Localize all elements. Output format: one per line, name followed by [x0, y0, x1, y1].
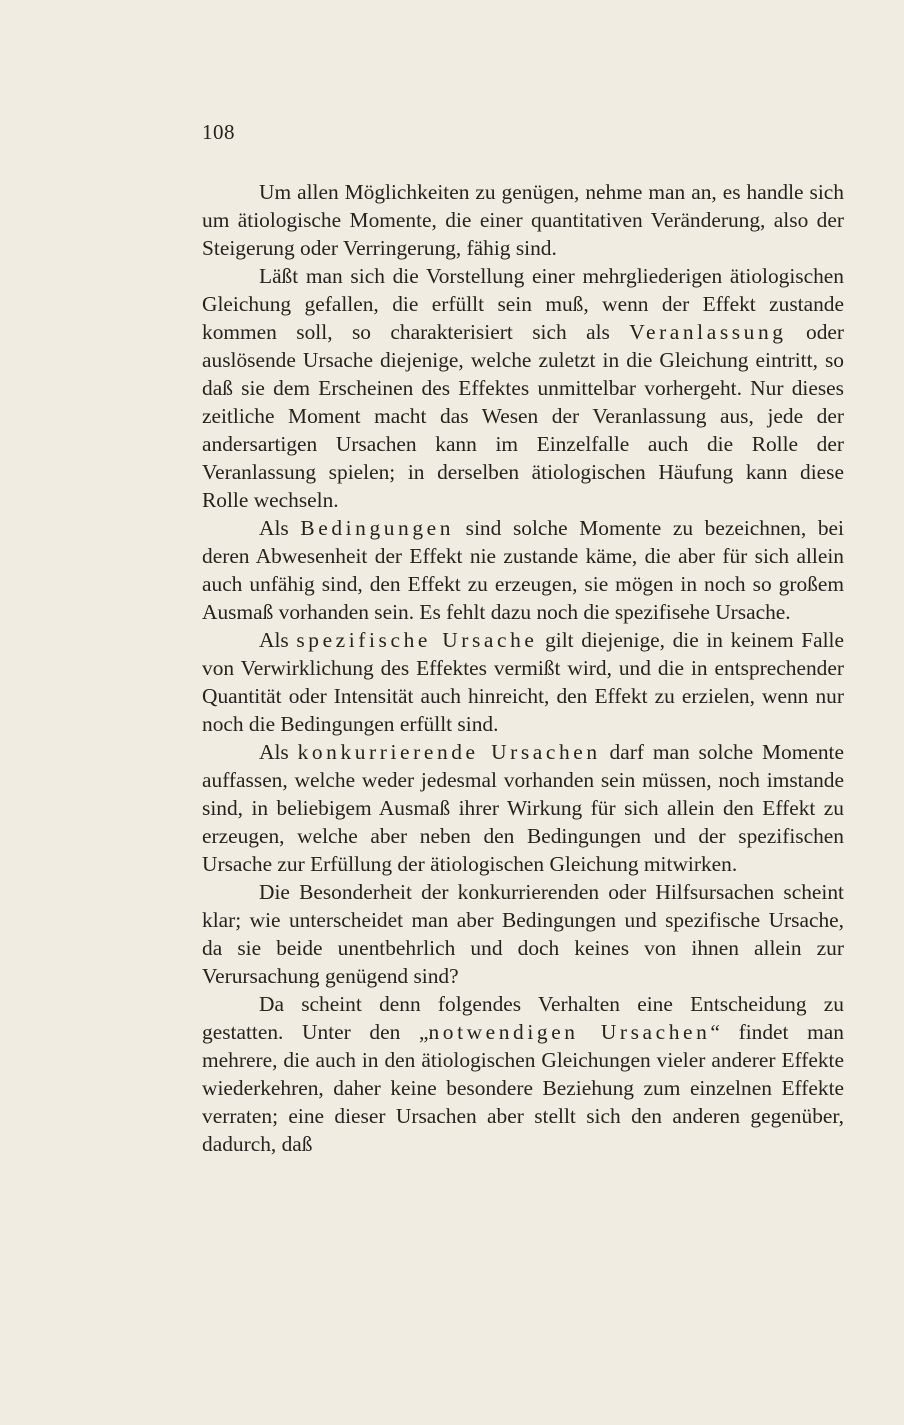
page-number: 108: [202, 120, 235, 144]
emphasis-spaced: konkurrierende Ursachen: [297, 740, 601, 764]
emphasis-spaced: Veranlassung: [629, 320, 787, 344]
text-run: Als: [259, 628, 297, 652]
paragraph-5: [202, 738, 844, 878]
paragraph-4: [202, 626, 844, 738]
text-run: darf man solche Momente auffassen, welche weder jedesmal vorhanden sein müssen, noch imstande sind, in beliebigem Ausmaß ihrer Wirkung für sich allein den Effekt zu erzeugen, welche aber neben den Bedingungen und der spezifischen Ursache zur Erfüllung der ätiologischen Gleichung mitwirken.: [202, 740, 844, 876]
text-run: Die Besonderheit der konkurrierenden oder Hilfsursachen scheint klar; wie unterscheidet man aber Bedingungen und spezifische Ursache, da sie beide unentbehrlich und doch keines von ihnen allein zur Verursachung genügend sind?: [202, 880, 844, 988]
paragraph-1: [202, 178, 844, 262]
paragraph-6: [202, 878, 844, 990]
paragraph-3: [202, 514, 844, 626]
text-run: Da scheint denn folgendes Verhalten eine Entscheidung zu gestatten. Unter den „: [202, 992, 844, 1044]
emphasis-spaced: spezifische Ursache: [296, 628, 538, 652]
text-run: oder auslösende Ursache diejenige, welche zuletzt in die Gleichung eintritt, so daß sie dem Erscheinen des Effektes unmittelbar vorhergeht. Nur dieses zeitliche Moment macht das Wesen der Veranlassung aus, jede der andersartigen Ursachen kann im Einzelfalle auch die Rolle der Veranlassung spielen; in derselben ätiologischen Häufung kann diese Rolle wechseln.: [202, 320, 845, 512]
emphasis-spaced: Bedingungen: [300, 516, 455, 540]
text-run: sind solche Momente zu bezeichnen, bei deren Abwesenheit der Effekt nie zustande käme, die aber für sich allein auch unfähig sind, den Effekt zu erzeugen, sie mögen in noch so großem Ausmaß vorhanden sein. Es fehlt dazu noch die spezifisehe Ursache.: [202, 516, 844, 624]
body-text: [202, 178, 844, 1158]
text-run: “ findet man mehrere, die auch in den ätiologischen Gleichungen vieler anderer Effekte wiederkehren, daher keine besondere Beziehung zum einzelnen Effekte verraten; eine dieser Ursachen aber stellt sich den anderen gegenüber, dadurch, daß: [202, 1020, 844, 1156]
text-run: Als: [259, 516, 301, 540]
text-run: Läßt man sich die Vorstellung einer mehrgliederigen ätiologischen Gleichung gefallen, die erfüllt sein muß, wenn der Effekt zustande kommen soll, so charakterisiert sich als: [202, 264, 844, 344]
emphasis-spaced: notwendigen Ursachen: [428, 1020, 711, 1044]
text-run: Als: [259, 740, 298, 764]
paragraph-7: [202, 990, 844, 1158]
paragraph-2: [202, 262, 844, 514]
text-run: gilt diejenige, die in keinem Falle von Verwirklichung des Effektes vermißt wird, und die in entsprechender Quantität oder Intensität auch hinreicht, den Effekt zu erzielen, wenn nur noch die Bedingungen erfüllt sind.: [202, 628, 844, 736]
text-run: Um allen Möglichkeiten zu genügen, nehme man an, es handle sich um ätiologische Momente, die einer quantitativen Veränderung, also der Steigerung oder Verringerung, fähig sind.: [202, 180, 844, 260]
